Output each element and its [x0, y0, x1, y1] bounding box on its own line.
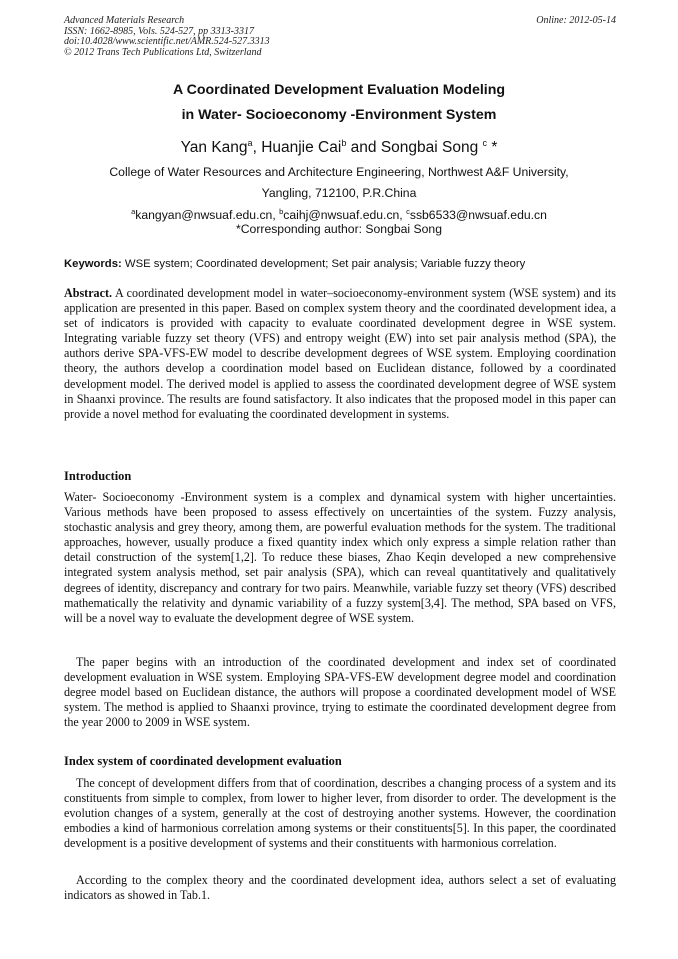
abstract-text: A coordinated development model in water–socioeconomy-environment system (WSE system) and its application are presented in this paper. Based on complex system theory and the coordinated development idea, a set of indicators is provided with capacity to evaluate coordinated development degree in WSE system. Integrating variable fuzzy set theory (VFS) and entropy weight (EW) into set pair analysis method (SPA), the authors derive SPA-VFS-EW model to describe development degrees of WSE system. Employing coordination theory, the authors develop a coordination model based on Euclidean distance, followed by a coordinated development model. The derived model is applied to assess the coordinated development degree of WSE system in Shaanxi province. The results are found satisfactory. It also indicates that the proposed model in this paper can provide a novel method for evaluating the coordinated development in systems. [64, 286, 616, 421]
email-a-sup: a [131, 207, 136, 216]
abstract-label: Abstract. [64, 286, 113, 300]
author-2-sup: b [341, 138, 347, 148]
doi-line: doi:10.4028/www.scientific.net/AMR.524-527.3313 [64, 36, 270, 47]
email-b: caihj@nwsuaf.edu.cn, [283, 208, 407, 223]
corresponding-star: * [487, 139, 498, 157]
index-system-paragraph-2: According to the complex theory and the coordinated development idea, authors select a set of evaluating indicators as showed in Tab.1. [64, 873, 616, 903]
paper-title-line-2: in Water- Socioeconomy -Environment System [181, 107, 497, 123]
keywords-text: WSE system; Coordinated development; Set pair analysis; Variable fuzzy theory [121, 258, 526, 270]
keywords-label: Keywords: [64, 258, 122, 270]
introduction-heading: Introduction [64, 469, 132, 483]
index-system-paragraph-1: The concept of development differs from that of coordination, describes a changing process of a system and its constituents from simple to complex, from lower to higher lever, from disorder to order. The development is the evolution changes of a system, generally at the cost of destroying another systems. However, the coordination embodies a kind of harmonious correlation among systems or their constituents[5]. In this paper, the coordinated development is a positive development of systems and their constituents with harmonious correlation. [64, 776, 616, 851]
copyright-line: © 2012 Trans Tech Publications Ltd, Switzerland [64, 46, 262, 58]
author-list [40, 138, 638, 157]
issn-line: ISSN: 1662-8985, Vols. 524-527, pp 3313-3317 [64, 25, 254, 37]
online-date: Online: 2012-05-14 [536, 15, 616, 26]
email-c-sup: c [406, 207, 410, 216]
author-1: Yan Kang [180, 139, 248, 157]
author-sep-1: , [252, 139, 262, 157]
affiliation-line-2: Yangling, 712100, P.R.China [261, 186, 417, 200]
journal-name: Advanced Materials Research [64, 15, 185, 26]
email-c: ssb6533@nwsuaf.edu.cn [409, 208, 547, 223]
journal-header [64, 16, 616, 58]
author-3-sup: c [482, 138, 488, 148]
author-sep-2: and [346, 139, 381, 157]
author-3: Songbai Song [380, 139, 483, 157]
affiliation-line-1: College of Water Resources and Architecture Engineering, Northwest A&F University, [109, 165, 569, 179]
author-2: Huanjie Cai [261, 139, 342, 157]
email-a: kangyan@nwsuaf.edu.cn, [135, 208, 280, 223]
index-system-heading: Index system of coordinated development evaluation [64, 754, 342, 768]
introduction-paragraph-2: The paper begins with an introduction of the coordinated development and index set of coordinated development evaluation in WSE system. Employing SPA-VFS-EW development degree model and coordination degree model based on Euclidean distance, the authors will propose a coordinated development model of WSE system. The method is applied to Shaanxi province, trying to estimate the coordinated development degree from the year 2000 to 2009 in WSE system. [64, 655, 616, 730]
corresponding-author: *Corresponding author: Songbai Song [236, 222, 442, 236]
author-emails [40, 207, 638, 222]
email-b-sup: b [279, 207, 284, 216]
keywords [64, 258, 624, 270]
author-1-sup: a [247, 138, 253, 148]
abstract [64, 286, 616, 422]
paper-title-line-1: A Coordinated Development Evaluation Modeling [172, 82, 506, 98]
introduction-paragraph-1: Water- Socioeconomy -Environment system is a complex and dynamical system with higher uncertainties. Various methods have been proposed to assess effectively on uncertainties of the system. Fuzzy analysis, stochastic analysis and grey theory, among them, are powerful evaluation methods for the system. The traditional approaches, however, usually produce a fixed quantity index which only express a simple relation rather than detail construction of the system[1,2]. To reduce these biases, Zhao Keqin developed a new comprehensive integrated system analysis method, set pair analysis (SPA), which can reveal quantitatively and qualitatively degrees of identity, discrepancy and contrary for two pairs. Meanwhile, variable fuzzy set theory (VFS) described mathematically the relativity and dynamic variability of a fuzzy system[3,4]. The method, SPA based on VFS, will be a novel way to evaluate the development degree of WSE system. [64, 490, 616, 625]
